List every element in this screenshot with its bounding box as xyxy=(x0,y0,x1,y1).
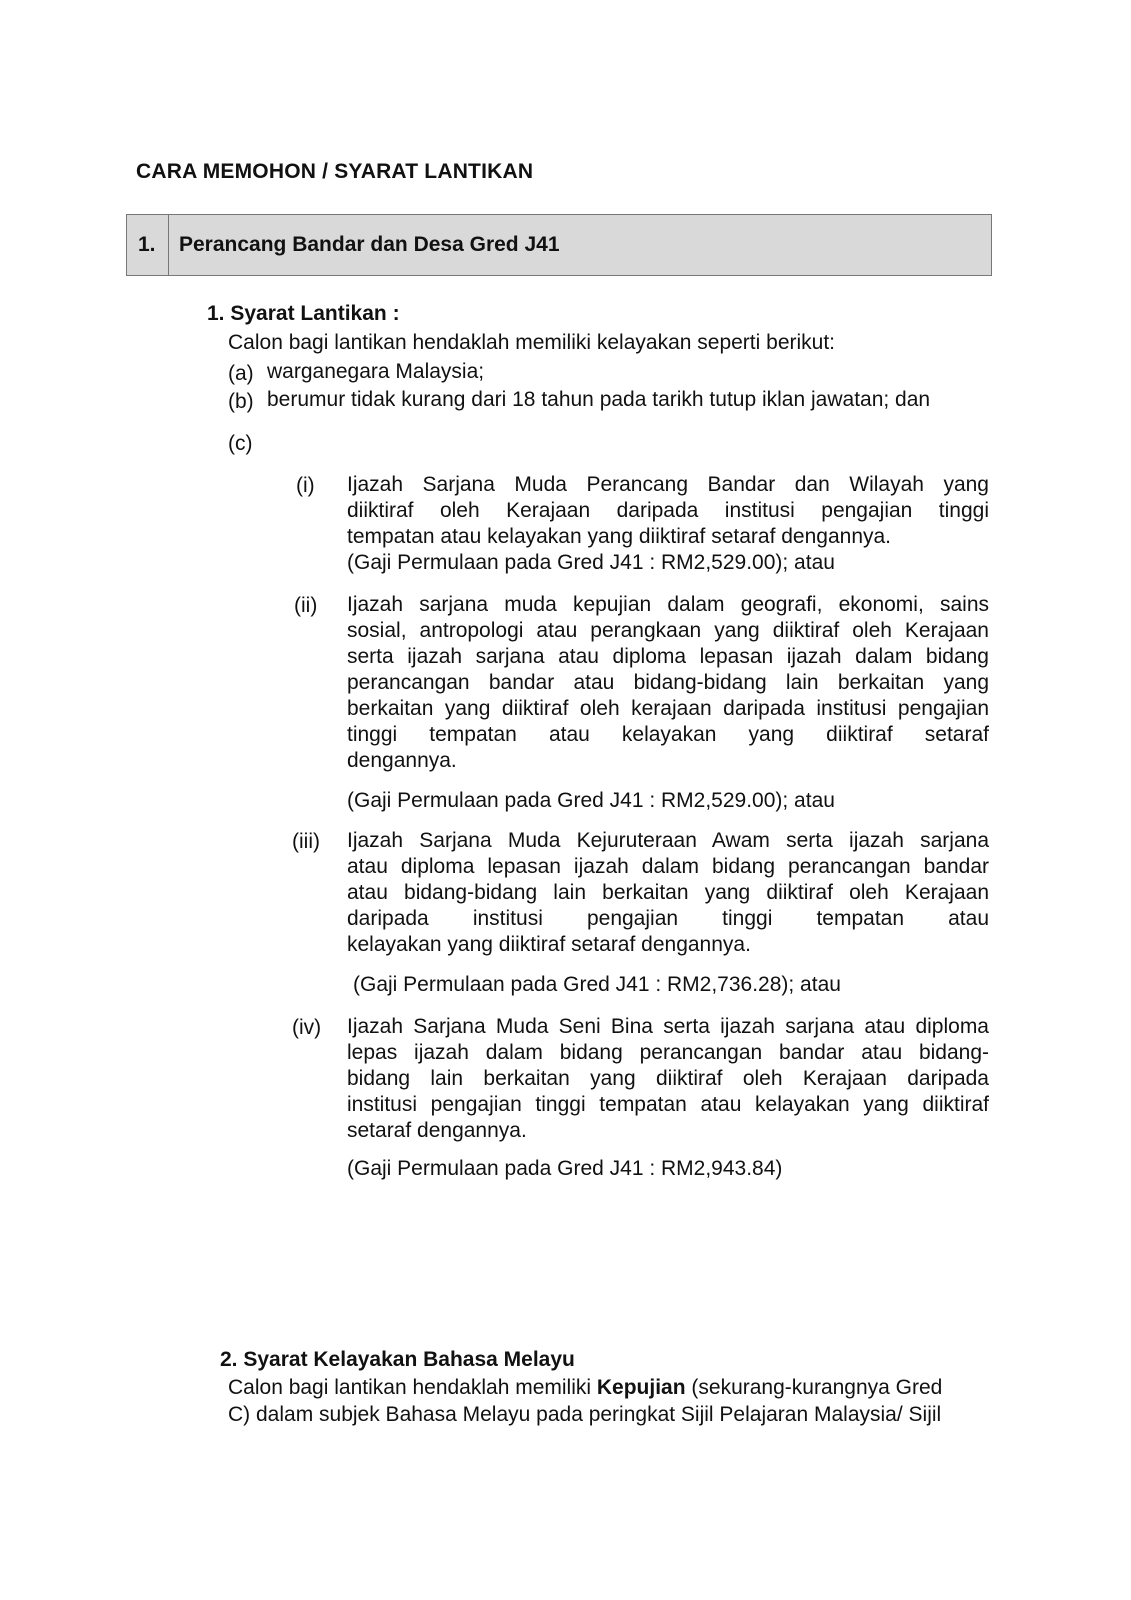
subitem-ii-marker: (ii) xyxy=(294,594,318,617)
subitem-iii-line: Ijazah Sarjana Muda Kejuruteraan Awam serta ijazah sarjana xyxy=(347,829,989,852)
item-a-text: warganegara Malaysia; xyxy=(267,360,485,383)
subitem-i-line: tempatan atau kelayakan yang diiktiraf setaraf dengannya. xyxy=(347,525,892,548)
item-b-text: berumur tidak kurang dari 18 tahun pada tarikh tutup iklan jawatan; dan xyxy=(267,388,931,411)
subitem-ii-salary: (Gaji Permulaan pada Gred J41 : RM2,529.00); atau xyxy=(347,789,835,812)
page-bottom-whitespace xyxy=(0,1452,1131,1600)
item-a-marker: (a) xyxy=(228,362,254,385)
syarat-bahasa-line-1-end: (sekurang-kurangnya Gred xyxy=(685,1376,943,1399)
subitem-iv-line: lepas ijazah dalam bidang perancangan bandar atau bidang- xyxy=(347,1041,989,1064)
subitem-ii-line: serta ijazah sarjana atau diploma lepasan ijazah dalam bidang xyxy=(347,645,989,668)
subitem-iii-line: kelayakan yang diiktiraf setaraf dengannya. xyxy=(347,933,751,956)
syarat-bahasa-line-2: C) dalam subjek Bahasa Melayu pada peringkat Sijil Pelajaran Malaysia/ Sijil xyxy=(228,1403,942,1426)
subitem-i-line: Ijazah Sarjana Muda Perancang Bandar dan Wilayah yang xyxy=(347,473,989,496)
subitem-iv-line: Ijazah Sarjana Muda Seni Bina serta ijazah sarjana atau diploma xyxy=(347,1015,989,1038)
item-b-marker: (b) xyxy=(228,390,254,413)
subitem-iii-salary: (Gaji Permulaan pada Gred J41 : RM2,736.28); atau xyxy=(353,973,841,996)
subitem-iv-salary: (Gaji Permulaan pada Gred J41 : RM2,943.84) xyxy=(347,1157,783,1180)
subitem-i-line: diiktiraf oleh Kerajaan daripada institusi pengajian tinggi xyxy=(347,499,989,522)
subitem-ii-line: tinggi tempatan atau kelayakan yang diiktiraf setaraf xyxy=(347,723,989,746)
syarat-bahasa-line-1-start: Calon bagi lantikan hendaklah memiliki xyxy=(228,1376,597,1399)
syarat-bahasa-heading: 2. Syarat Kelayakan Bahasa Melayu xyxy=(220,1348,575,1371)
item-c-marker: (c) xyxy=(228,432,253,455)
page-title: CARA MEMOHON / SYARAT LANTIKAN xyxy=(136,160,534,183)
subitem-iii-marker: (iii) xyxy=(292,830,320,853)
section-heading: Perancang Bandar dan Desa Gred J41 xyxy=(179,233,560,256)
subitem-i-salary: (Gaji Permulaan pada Gred J41 : RM2,529.00); atau xyxy=(347,551,835,574)
subitem-ii-line: perancangan bandar atau bidang-bidang lain berkaitan yang xyxy=(347,671,989,694)
subitem-ii-line: Ijazah sarjana muda kepujian dalam geografi, ekonomi, sains xyxy=(347,593,989,616)
syarat-lantikan-intro: Calon bagi lantikan hendaklah memiliki kelayakan seperti berikut: xyxy=(228,331,836,354)
subitem-iii-line: atau bidang-bidang lain berkaitan yang diiktiraf oleh Kerajaan xyxy=(347,881,989,904)
subitem-iii-line: daripada institusi pengajian tinggi tempatan atau xyxy=(347,907,989,930)
subitem-iv-line: institusi pengajian tinggi tempatan atau kelayakan yang diiktiraf xyxy=(347,1093,989,1116)
subitem-iv-line: setaraf dengannya. xyxy=(347,1119,527,1142)
subitem-i-marker: (i) xyxy=(296,474,315,497)
subitem-iv-line: bidang lain berkaitan yang diiktiraf oleh Kerajaan daripada xyxy=(347,1067,989,1090)
syarat-lantikan-heading: 1. Syarat Lantikan : xyxy=(207,302,400,325)
kepujian-emphasis: Kepujian xyxy=(596,1376,686,1399)
subitem-ii-line: sosial, antropologi atau perangkaan yang diiktiraf oleh Kerajaan xyxy=(347,619,989,642)
section-number-cell xyxy=(127,215,169,275)
syarat-bahasa-line-1 xyxy=(228,1375,942,1401)
subitem-ii-line: berkaitan yang diiktiraf oleh kerajaan daripada institusi pengajian xyxy=(347,697,989,720)
subitem-ii-line: dengannya. xyxy=(347,749,457,772)
section-number: 1. xyxy=(138,233,156,256)
subitem-iv-marker: (iv) xyxy=(292,1016,322,1039)
subitem-iii-line: atau diploma lepasan ijazah dalam bidang perancangan bandar xyxy=(347,855,989,878)
section-header xyxy=(126,214,992,276)
